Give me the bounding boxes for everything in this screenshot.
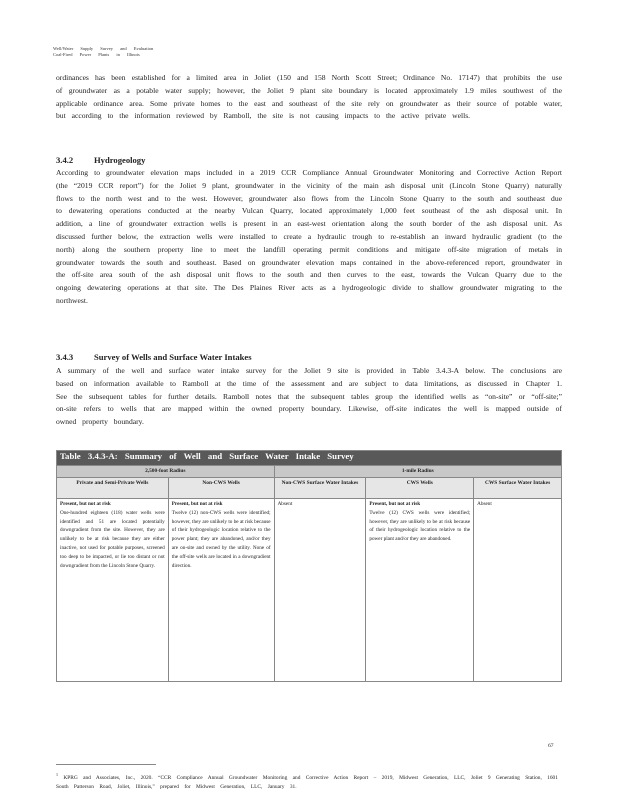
hydrogeology-paragraph: According to groundwater elevation maps included in a 2019 CCR Compliance Annual Groundwater Monitoring and Corrective Action Report (the “2019 CCR report”) for the Joliet 9 plant, groundwater in the vicinity of the main ash disposal unit (Lincoln Stone Quarry) naturally flows to the north west and to the west. However, groundwater also flows from the Lincoln Stone Quarry to the south and southeast due to dewatering operations conducted at the nearby Vulcan Quarry, located approximately 1,000 feet southeast of the ash disposal unit. In addition, a line of groundwater extraction wells is present in an east-west orientation along the south border of the ash disposal unit. As discussed further below, the extraction wells were installed to create a hydraulic trough to re-establish an inward hydraulic gradient (to the north) along the southern property line to meet the landfill operating permit conditions and mitigate off-site migration of metals in groundwater towards the south and southeast. Based on groundwater elevation maps contained in the above-referenced report, groundwater in the off-site area south of the ash disposal unit flows to the south and then curves to the east, towards the Vulcan Quarry due to the ongoing dewatering operations at that site. The Des Plaines River acts as a hydrogeologic divide to shallow groundwater migrating to the northwest. bbox=[56, 168, 562, 305]
survey-paragraph: A summary of the well and surface water intake survey for the Joliet 9 site is provided in Table 3.4.3-A below. The conclusions are based on information available to Ramboll at the time of the assessment and are subject to data limitations, as discussed in Chapter 1. See the subsequent tables for further details. Ramboll notes that the subsequent tables group the identified wells as “on-site” or “off-site;” on-site refers to wells that are mapped within the owned property boundary. Likewise, off-site indicates the well is mapped outside of owned property boundary. bbox=[56, 366, 562, 427]
page-number: 67 bbox=[548, 743, 554, 749]
section-number: 3.4.3 bbox=[56, 352, 74, 362]
footnote bbox=[56, 770, 562, 792]
table-cell-cws-intakes: Absent bbox=[474, 499, 562, 682]
section-number: 3.4.2 bbox=[56, 155, 74, 165]
cell-status: Present, but not at risk bbox=[60, 501, 111, 507]
cell-status: Present, but not at risk bbox=[369, 501, 421, 507]
cell-text: One-hundred eighteen (118) water wells were identified and 51 are located potentially downgradient from the site. However, they are unlikely to be at risk because they are either inactive, not used for potable purposes, screened too deep to be impacted, or lie too distant or not downgradient from the Lincoln Stone Quarry. bbox=[60, 509, 165, 569]
radius-1mile-header: 1-mile Radius bbox=[274, 466, 561, 478]
table-cell-private-wells bbox=[57, 499, 169, 682]
column-header-private-wells: Private and Semi-Private Wells bbox=[57, 478, 169, 499]
column-header-non-cws-wells: Non-CWS Wells bbox=[168, 478, 274, 499]
intro-paragraph: ordinances has been established for a limited area in Joliet (150 and 158 North Scott Street; Ordinance No. 17147) that prohibits the use of groundwater as a potable water supply; however, the Joliet 9 plant site boundary is located approximately 1.9 miles southwest of the applicable ordinance area. Some private homes to the east and southeast of the site rely on groundwater as their source of potable water, but according to the information reviewed by Ramboll, the site is not causing impacts to the active private wells. bbox=[56, 73, 562, 121]
column-header-non-cws-intakes: Non-CWS Surface Water Intakes bbox=[274, 478, 366, 499]
footnote-text: KPRG and Associates, Inc., 2020. “CCR Compliance Annual Groundwater Monitoring and Corrective Action Report – 2019, Midwest Generation, LLC, Joliet 9 Generating Station, 1601 South Patterson Road, Joliet, Illinois,” prepared for Midwest Generation, LLC, January 31. bbox=[56, 774, 558, 790]
table-cell-non-cws-intakes: Absent bbox=[274, 499, 366, 682]
column-header-cws-intakes: CWS Surface Water Intakes bbox=[474, 478, 562, 499]
cell-status: Present, but not at risk bbox=[171, 501, 223, 507]
footnote-divider bbox=[56, 764, 156, 765]
section-heading-3-4-3 bbox=[56, 352, 252, 362]
header-line-2: Coal-Fired Power Plants in Illinois bbox=[53, 52, 140, 57]
section-title: Hydrogeology bbox=[94, 155, 146, 165]
summary-table bbox=[56, 450, 562, 682]
section-title: Survey of Wells and Surface Water Intakes bbox=[94, 352, 252, 362]
cell-text: Twelve (12) non-CWS wells were identified; however, they are unlikely to be at risk because of their hydrogeologic location relative to the power plant; they are abandoned, and/or they are on-site and owned by the utility. None of the off-site wells are located in a downgradient direction. bbox=[171, 509, 271, 569]
footnote-marker: 1 bbox=[56, 772, 58, 777]
radius-2500-header: 2,500-foot Radius bbox=[57, 466, 275, 478]
table-title: Table 3.4.3-A: Summary of Well and Surface Water Intake Survey bbox=[57, 451, 562, 466]
running-header bbox=[53, 46, 153, 58]
cell-text: Twelve (12) CWS wells were identified; however, they are unlikely to be at risk because of their hydrogeologic location relative to the power plant and/or they are abandoned. bbox=[369, 509, 471, 543]
column-header-cws-wells: CWS Wells bbox=[366, 478, 474, 499]
section-heading-3-4-2 bbox=[56, 155, 145, 165]
table-cell-non-cws-wells bbox=[168, 499, 274, 682]
table-cell-cws-wells bbox=[366, 499, 474, 682]
header-line-1: Well/Water Supply Survey and Evaluation bbox=[53, 46, 154, 51]
